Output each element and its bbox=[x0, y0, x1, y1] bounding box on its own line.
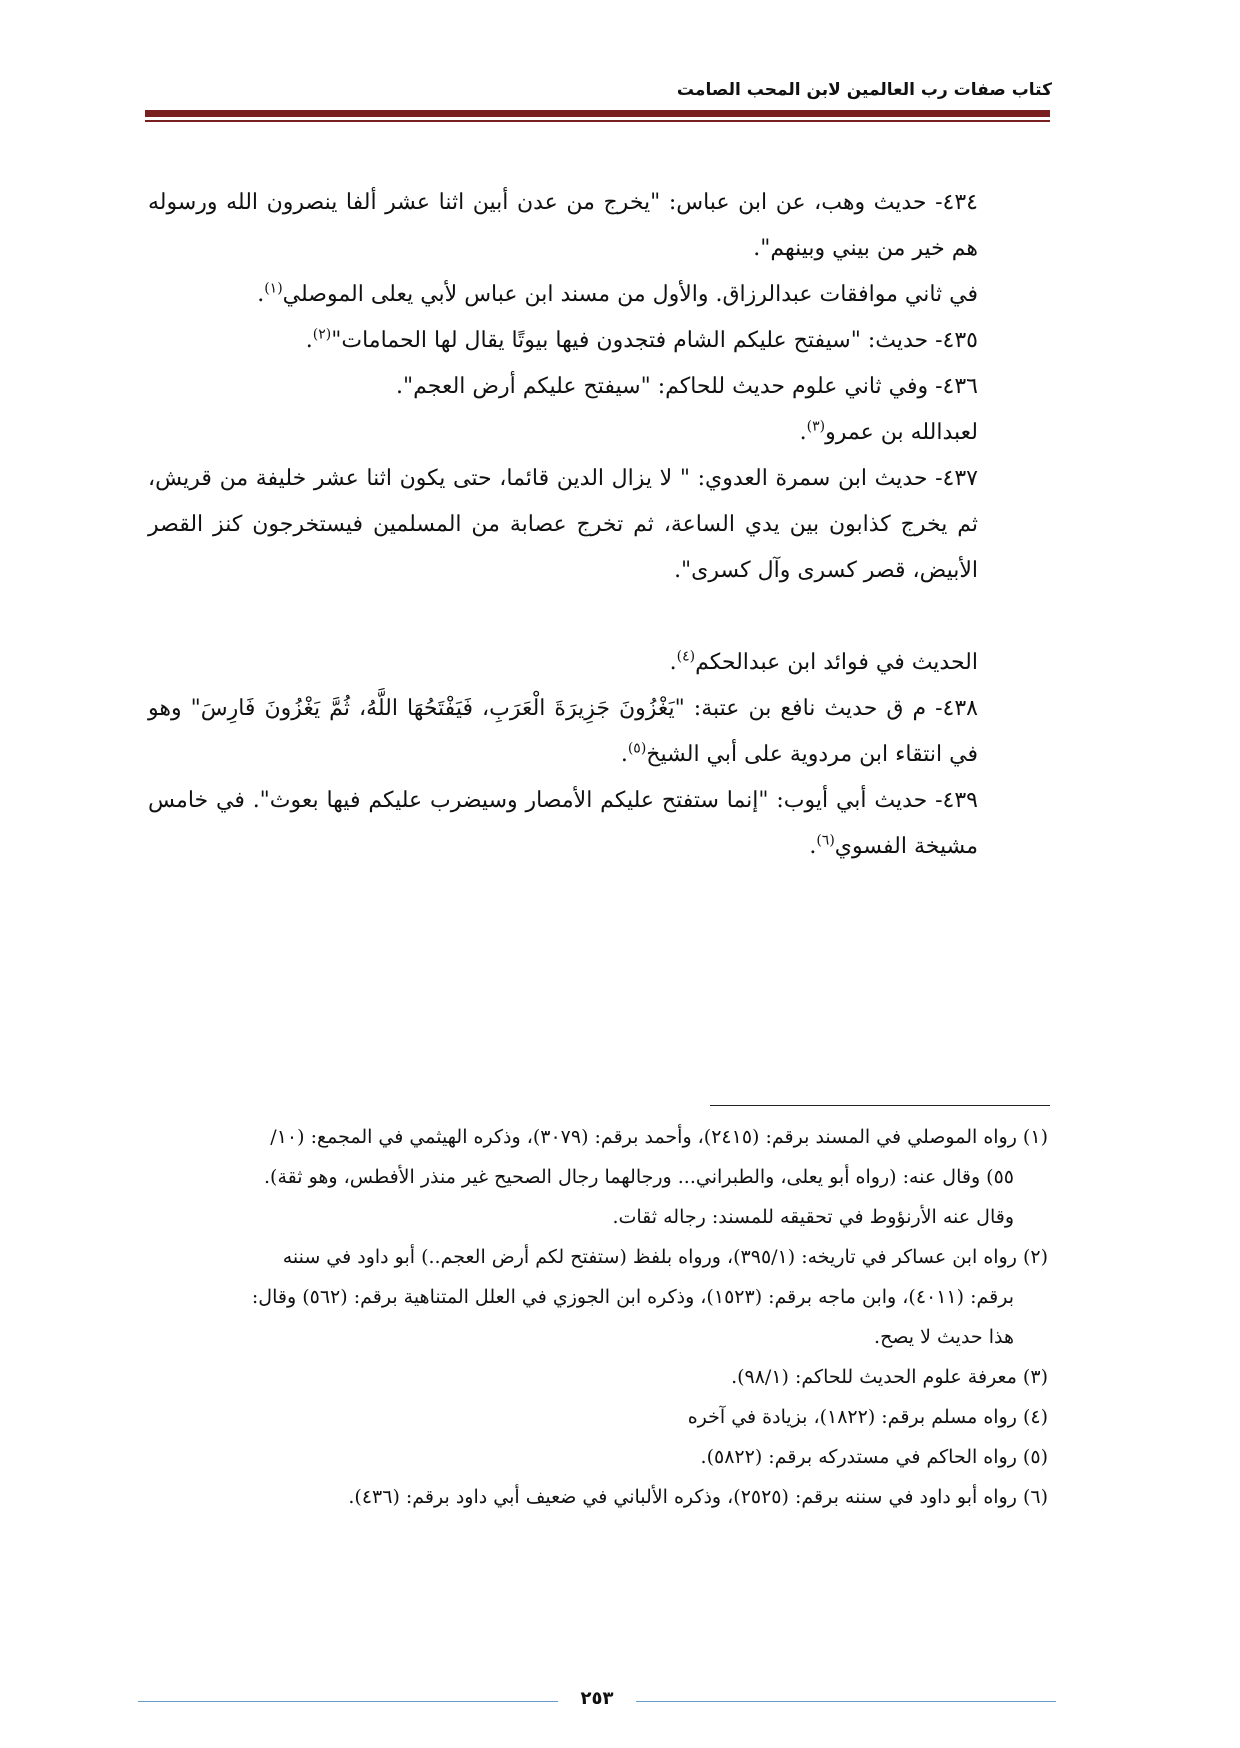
footnote-5: (٥) رواه الحاكم في مستدركه برقم: (٥٨٢٢). bbox=[700, 1446, 1048, 1468]
footnote-2-continued: برقم: (٤٠١١)، وابن ماجه برقم: (١٥٢٣)، وذكره ابن الجوزي في العلل المتناهية برقم: (٥٦٢) وقال: bbox=[251, 1286, 1014, 1308]
footnotes bbox=[148, 1117, 1048, 1517]
source-note-434: في ثاني موافقات عبدالرزاق. والأول من مسند ابن عباس لأبي يعلى الموصلي$^{(١)}$. bbox=[257, 280, 978, 307]
hadith-434: ٤٣٤- حديث وهب، عن ابن عباس: "يخرج من عدن أبين اثنا عشر ألفا ينصرون الله ورسوله هم خير من بيني وبينهم". bbox=[148, 190, 978, 261]
source-note-text: الحديث في فوائد ابن عبدالحكم bbox=[695, 650, 978, 675]
main-text bbox=[148, 180, 1048, 870]
hadith-435: ٤٣٥- حديث: "سيفتح عليكم الشام فتجدون فيها بيوتًا يقال لها الحمامات"$^{(٢)}$. bbox=[305, 326, 978, 353]
footnote-ref: (٦) bbox=[816, 832, 835, 849]
hadith-439: ٤٣٩- حديث أبي أيوب: "إنما ستفتح عليكم الأمصار وسيضرب عليكم فيها بعوث". في خامس مشيخة الفسوي$^{(٦)}$. bbox=[148, 788, 978, 859]
footer-rule-right bbox=[636, 1701, 1056, 1702]
hadith-436: ٤٣٦- وفي ثاني علوم حديث للحاكم: "سيفتح عليكم أرض العجم". bbox=[396, 374, 978, 399]
header-rule-thin bbox=[145, 120, 1050, 122]
hadith-437: ٤٣٧- حديث ابن سمرة العدوي: " لا يزال الدين قائما، حتى يكون اثنا عشر خليفة من قريش، ثم يخرج كذابون بين يدي الساعة، ثم تخرج عصابة من المسلمين فيستخرجون كنز القصر الأبيض، قصر كسرى وآل كسرى". bbox=[148, 466, 978, 583]
book-title: كتاب صفات رب العالمين لابن المحب الصامت bbox=[676, 80, 1052, 100]
source-note-text: في ثاني موافقات عبدالرزاق. والأول من مسند ابن عباس لأبي يعلى الموصلي bbox=[282, 282, 978, 307]
footnote-ref: (٤) bbox=[676, 648, 696, 665]
hadith-438: ٤٣٨- م ق حديث نافع بن عتبة: "يَغْزُونَ جَزِيرَةَ الْعَرَبِ، فَيَفْتَحُهَا اللَّهُ، ثُمَّ يَغْزُونَ فَارِسَ" وهو في انتقاء ابن مردوية على أبي الشيخ$^{(٥)}$. bbox=[148, 696, 978, 767]
footnote-ref: (٥) bbox=[627, 740, 647, 757]
footnote-4: (٤) رواه مسلم برقم: (١٨٢٢)، بزيادة في آخره bbox=[687, 1406, 1048, 1428]
footnote-1-continued: وقال عنه الأرنؤوط في تحقيقه للمسند: رجاله ثقات. bbox=[612, 1206, 1014, 1228]
footnote-2: (٢) رواه ابن عساكر في تاريخه: (٣٩٥/١)، ورواه بلفظ (ستفتح لكم أرض العجم..) أبو داود في سننه bbox=[282, 1246, 1048, 1268]
source-note-text: لعبدالله بن عمرو bbox=[825, 420, 978, 445]
source-note-436: لعبدالله بن عمرو$^{(٣)}$. bbox=[799, 418, 978, 445]
hadith-435-text: ٤٣٥- حديث: "سيفتح عليكم الشام فتجدون فيها بيوتًا يقال لها الحمامات" bbox=[331, 328, 978, 353]
header-rule-thick bbox=[145, 110, 1050, 117]
footnote-ref: (١) bbox=[264, 280, 283, 297]
footnote-1: (١) رواه الموصلي في المسند برقم: (٢٤١٥)، وأحمد برقم: (٣٠٧٩)، وذكره الهيثمي في المجمع: (١٠/ bbox=[270, 1126, 1048, 1148]
hadith-438-text: ٤٣٨- م ق حديث نافع بن عتبة: "يَغْزُونَ جَزِيرَةَ الْعَرَبِ، فَيَفْتَحُهَا اللَّهُ، ثُمَّ يَغْزُونَ فَارِسَ" وهو في انتقاء ابن مردوية على أبي الشيخ bbox=[148, 696, 978, 767]
footer-rule-left bbox=[138, 1701, 558, 1702]
hadith-439-text: ٤٣٩- حديث أبي أيوب: "إنما ستفتح عليكم الأمصار وسيضرب عليكم فيها بعوث". في خامس مشيخة الفسوي bbox=[148, 788, 978, 859]
footnote-6: (٦) رواه أبو داود في سننه برقم: (٢٥٢٥)، وذكره الألباني في ضعيف أبي داود برقم: (٤٣٦). bbox=[348, 1486, 1048, 1508]
footnote-1-continued: ٥٥) وقال عنه: (رواه أبو يعلى، والطبراني... ورجالهما رجال الصحيح غير منذر الأفطس، وهو ثقة). bbox=[264, 1166, 1014, 1188]
paragraph-gap bbox=[148, 594, 1048, 640]
footnote-separator bbox=[710, 1105, 1050, 1106]
source-note-437: الحديث في فوائد ابن عبدالحكم$^{(٤)}$. bbox=[669, 648, 978, 675]
footnote-3: (٣) معرفة علوم الحديث للحاكم: (٩٨/١). bbox=[731, 1366, 1048, 1388]
footnote-2-continued: هذا حديث لا يصح. bbox=[874, 1326, 1014, 1348]
page-number: ٢٥٣ bbox=[580, 1688, 614, 1709]
footnote-ref: (٢) bbox=[312, 326, 332, 343]
footnote-ref: (٣) bbox=[806, 418, 826, 435]
